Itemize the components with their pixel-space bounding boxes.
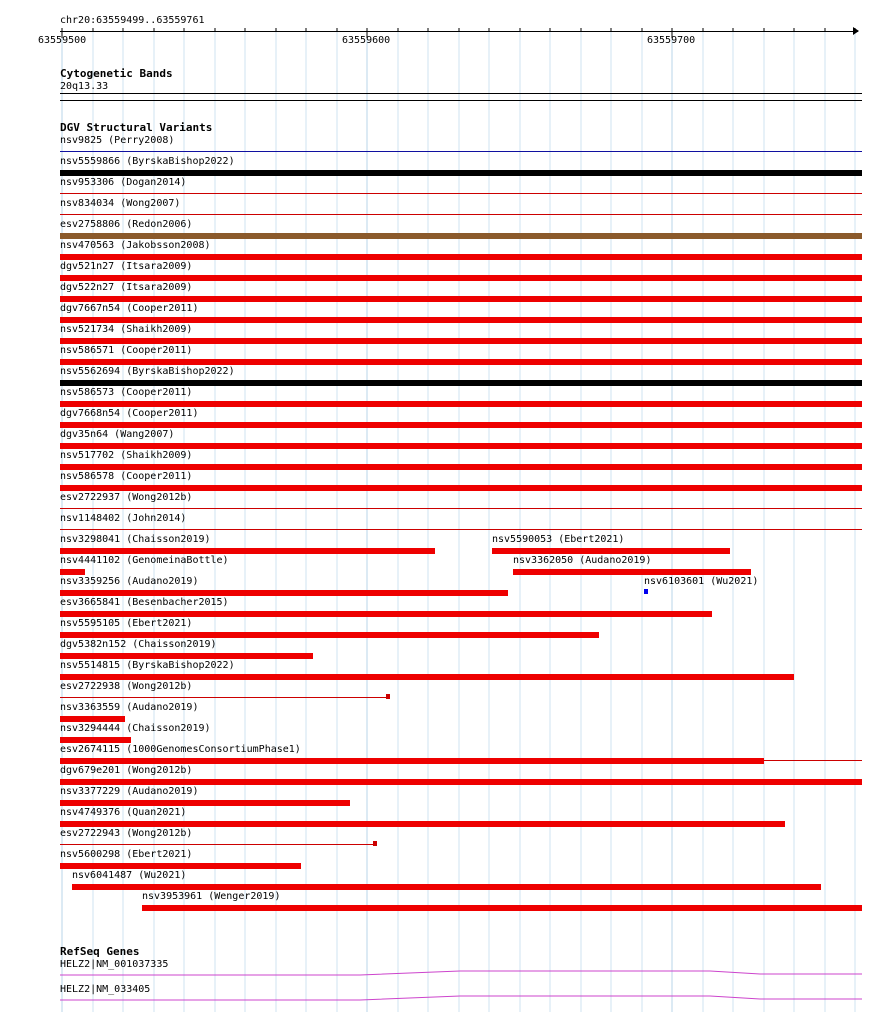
dgv-feature-label[interactable]: esv2722943 (Wong2012b) (60, 828, 193, 839)
dgv-feature-label[interactable]: nsv586571 (Cooper2011) (60, 345, 193, 356)
dgv-track-title[interactable]: DGV Structural Variants (60, 121, 213, 134)
dgv-feature-bar[interactable] (60, 338, 862, 344)
dgv-feature-bar[interactable] (644, 589, 648, 594)
dgv-feature-label[interactable]: nsv586578 (Cooper2011) (60, 471, 193, 482)
dgv-feature-label[interactable]: dgv7668n54 (Cooper2011) (60, 408, 199, 419)
dgv-feature-bar[interactable] (60, 779, 862, 785)
dgv-feature-label[interactable]: nsv6103601 (Wu2021) (644, 576, 759, 587)
dgv-feature-bar[interactable] (60, 401, 862, 407)
dgv-feature-bar[interactable] (513, 569, 751, 575)
dgv-feature-bar[interactable] (60, 254, 862, 260)
dgv-feature-bar[interactable] (60, 737, 131, 743)
dgv-feature-label[interactable]: nsv5590053 (Ebert2021) (492, 534, 625, 545)
dgv-feature-label[interactable]: nsv953306 (Dogan2014) (60, 177, 187, 188)
dgv-feature-label[interactable]: nsv470563 (Jakobsson2008) (60, 240, 211, 251)
dgv-feature-bar[interactable] (60, 653, 313, 659)
dgv-feature-bar[interactable] (60, 611, 712, 617)
dgv-feature-label[interactable]: nsv834034 (Wong2007) (60, 198, 181, 209)
dgv-feature-bar[interactable] (60, 380, 862, 386)
dgv-feature-label[interactable]: dgv521n27 (Itsara2009) (60, 261, 193, 272)
dgv-feature-bar[interactable] (60, 193, 862, 194)
dgv-feature-label[interactable]: nsv5559866 (ByrskaBishop2022) (60, 156, 235, 167)
ruler-tick-label: 63559600 (342, 35, 391, 46)
dgv-feature-label[interactable]: esv2722938 (Wong2012b) (60, 681, 193, 692)
dgv-feature-bar[interactable] (60, 151, 862, 152)
dgv-feature-bar[interactable] (60, 821, 785, 827)
dgv-feature-label[interactable]: esv2722937 (Wong2012b) (60, 492, 193, 503)
dgv-feature-bar[interactable] (60, 214, 862, 215)
dgv-feature-label[interactable]: dgv7667n54 (Cooper2011) (60, 303, 199, 314)
ruler-tick-label: 63559700 (647, 35, 696, 46)
dgv-feature-bar[interactable] (60, 716, 125, 722)
dgv-feature-label[interactable]: nsv3294444 (Chaisson2019) (60, 723, 211, 734)
cyto-track-title[interactable]: Cytogenetic Bands (60, 67, 173, 80)
dgv-feature-label[interactable]: nsv586573 (Cooper2011) (60, 387, 193, 398)
cyto-band-line[interactable] (60, 93, 862, 94)
dgv-feature-bar[interactable] (60, 590, 508, 596)
dgv-feature-label[interactable]: dgv35n64 (Wang2007) (60, 429, 175, 440)
dgv-feature-bar[interactable] (60, 317, 862, 323)
dgv-feature-bar[interactable] (60, 275, 862, 281)
dgv-feature-bar[interactable] (60, 529, 862, 530)
ruler-axis (60, 31, 858, 32)
region-label: chr20:63559499..63559761 (60, 15, 205, 26)
dgv-feature-bar[interactable] (60, 758, 764, 764)
dgv-feature-bar[interactable] (60, 422, 862, 428)
refseq-gene-label[interactable]: HELZ2|NM_033405 (60, 984, 151, 995)
dgv-feature-bar[interactable] (60, 233, 862, 239)
dgv-feature-label[interactable]: nsv4749376 (Quan2021) (60, 807, 187, 818)
dgv-feature-bar[interactable] (72, 884, 821, 890)
dgv-feature-end-marker[interactable] (386, 694, 390, 699)
refseq-gene-model[interactable] (60, 968, 862, 978)
dgv-feature-label[interactable]: nsv3298041 (Chaisson2019) (60, 534, 211, 545)
refseq-gene-label[interactable]: HELZ2|NM_001037335 (60, 959, 169, 970)
dgv-feature-label[interactable]: nsv5595105 (Ebert2021) (60, 618, 193, 629)
dgv-feature-bar[interactable] (60, 697, 386, 698)
dgv-feature-bar[interactable] (60, 863, 301, 869)
dgv-feature-tail[interactable] (764, 760, 862, 761)
dgv-feature-label[interactable]: esv3665841 (Besenbacher2015) (60, 597, 229, 608)
dgv-feature-label[interactable]: dgv522n27 (Itsara2009) (60, 282, 193, 293)
ruler-tick-label: 63559500 (38, 35, 87, 46)
dgv-feature-bar[interactable] (492, 548, 730, 554)
dgv-feature-label[interactable]: nsv517702 (Shaikh2009) (60, 450, 193, 461)
dgv-feature-bar[interactable] (60, 485, 862, 491)
dgv-feature-label[interactable]: nsv5600298 (Ebert2021) (60, 849, 193, 860)
dgv-feature-label[interactable]: esv2674115 (1000GenomesConsortiumPhase1) (60, 744, 301, 755)
dgv-feature-label[interactable]: nsv5562694 (ByrskaBishop2022) (60, 366, 235, 377)
dgv-feature-label[interactable]: dgv679e201 (Wong2012b) (60, 765, 193, 776)
dgv-feature-bar[interactable] (60, 548, 435, 554)
dgv-feature-bar[interactable] (60, 844, 373, 845)
dgv-feature-bar[interactable] (60, 170, 862, 176)
dgv-feature-label[interactable]: nsv5514815 (ByrskaBishop2022) (60, 660, 235, 671)
dgv-feature-label[interactable]: nsv4441102 (GenomeinaBottle) (60, 555, 229, 566)
dgv-feature-bar[interactable] (60, 674, 794, 680)
dgv-feature-label[interactable]: nsv521734 (Shaikh2009) (60, 324, 193, 335)
dgv-feature-label[interactable]: nsv9825 (Perry2008) (60, 135, 175, 146)
dgv-feature-label[interactable]: nsv3377229 (Audano2019) (60, 786, 199, 797)
dgv-feature-bar[interactable] (60, 632, 599, 638)
refseq-gene-model[interactable] (60, 993, 862, 1003)
dgv-feature-label[interactable]: nsv3363559 (Audano2019) (60, 702, 199, 713)
dgv-feature-bar[interactable] (60, 464, 862, 470)
dgv-feature-bar[interactable] (60, 443, 862, 449)
dgv-feature-bar[interactable] (60, 508, 862, 509)
dgv-feature-label[interactable]: nsv1148402 (John2014) (60, 513, 187, 524)
dgv-feature-bar[interactable] (142, 905, 862, 911)
dgv-feature-bar[interactable] (60, 800, 350, 806)
dgv-feature-label[interactable]: nsv3953961 (Wenger2019) (142, 891, 281, 902)
dgv-feature-bar[interactable] (60, 569, 85, 575)
dgv-feature-bar[interactable] (60, 296, 862, 302)
dgv-feature-bar[interactable] (60, 359, 862, 365)
dgv-feature-label[interactable]: nsv3362050 (Audano2019) (513, 555, 652, 566)
cyto-band-label[interactable]: 20q13.33 (60, 81, 109, 92)
cyto-band-line[interactable] (60, 100, 862, 101)
dgv-feature-label[interactable]: esv2758806 (Redon2006) (60, 219, 193, 230)
dgv-feature-end-marker[interactable] (373, 841, 377, 846)
ruler-arrow-icon (853, 27, 859, 35)
dgv-feature-label[interactable]: nsv6041487 (Wu2021) (72, 870, 187, 881)
refseq-track-title[interactable]: RefSeq Genes (60, 945, 140, 958)
dgv-feature-label[interactable]: dgv5382n152 (Chaisson2019) (60, 639, 217, 650)
dgv-feature-label[interactable]: nsv3359256 (Audano2019) (60, 576, 199, 587)
